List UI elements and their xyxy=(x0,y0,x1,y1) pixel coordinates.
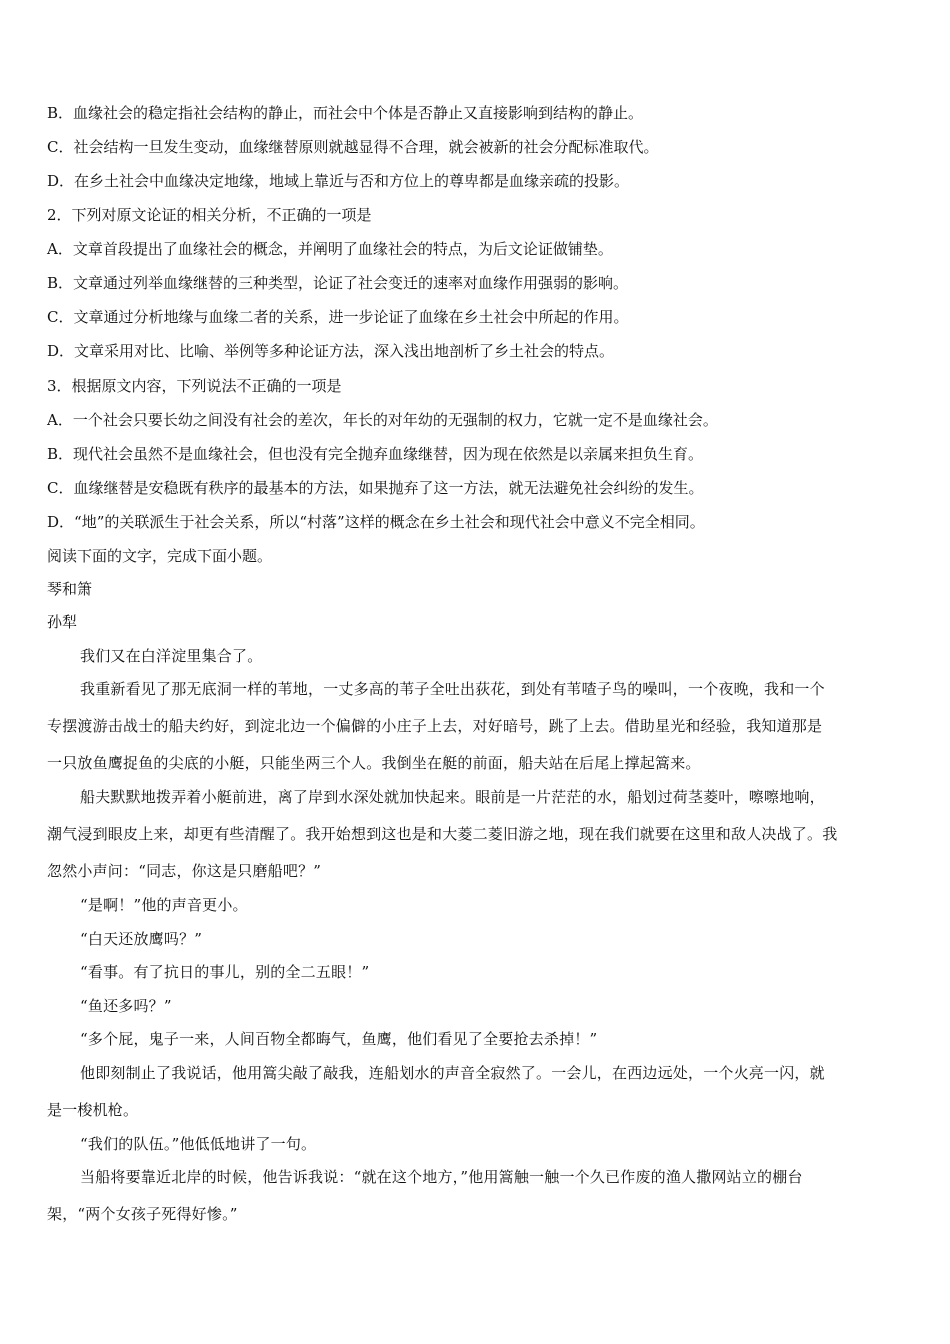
story-author: 孙犁 xyxy=(47,613,78,631)
story-line: 是一梭机枪。 xyxy=(47,1101,139,1119)
story-line: “我们的队伍。”他低低地讲了一句。 xyxy=(80,1135,317,1153)
q3-option-b: B．现代社会虽然不是血缘社会，但也没有完全抛弃血缘继替，因为现在依然是以亲属来担负生育。 xyxy=(47,445,704,463)
story-line: 他即刻制止了我说话，他用篙尖敲了敲我，连船划水的声音全寂然了。一会儿，在西边远处，一个火亮一闪，就 xyxy=(80,1064,825,1082)
reading-instruction: 阅读下面的文字，完成下面小题。 xyxy=(47,547,273,565)
story-line: 船夫默默地拨弄着小艇前进，离了岸到水深处就加快起来。眼前是一片茫茫的水，船划过荷茎菱叶，嚓嚓地响， xyxy=(80,788,825,806)
q2-option-a: A．文章首段提出了血缘社会的概念，并阐明了血缘社会的特点，为后文论证做铺垫。 xyxy=(47,240,613,258)
q1-option-c: C．社会结构一旦发生变动，血缘继替原则就越显得不合理，就会被新的社会分配标准取代。 xyxy=(47,138,659,156)
story-line: 潮气浸到眼皮上来，却更有些清醒了。我开始想到这也是和大菱二菱旧游之地，现在我们就要在这里和敌人决战了。我 xyxy=(47,825,838,843)
q2-stem: 2．下列对原文论证的相关分析，不正确的一项是 xyxy=(47,206,372,224)
q3-option-a: A．一个社会只要长幼之间没有社会的差次，年长的对年幼的无强制的权力，它就一定不是血缘社会。 xyxy=(47,411,718,429)
story-line: “鱼还多吗？” xyxy=(80,997,172,1015)
story-line: 当船将要靠近北岸的时候，他告诉我说：“就在这个地方，”他用篙触一触一个久已作废的渔人撒网站立的棚台 xyxy=(80,1168,803,1186)
story-line: “看事。有了抗日的事儿，别的全二五眼！” xyxy=(80,963,370,981)
story-line: 专摆渡游击战士的船夫约好，到淀北边一个偏僻的小庄子上去，对好暗号，跳了上去。借助星光和经验，我知道那是 xyxy=(47,717,823,735)
story-line: 我们又在白洋淀里集合了。 xyxy=(80,647,263,665)
story-line: 我重新看见了那无底洞一样的苇地，一丈多高的苇子全吐出荻花，到处有苇喳子鸟的噪叫，一个夜晚，我和一个 xyxy=(80,680,825,698)
story-line: “多个屁，鬼子一来，人间百物全都晦气，鱼鹰，他们看见了全要抢去杀掉！” xyxy=(80,1030,598,1048)
q2-option-d: D．文章采用对比、比喻、举例等多种论证方法，深入浅出地剖析了乡土社会的特点。 xyxy=(47,342,615,360)
story-line: “白天还放鹰吗？” xyxy=(80,930,203,948)
story-line: 忽然小声问：“同志，你这是只磨船吧？” xyxy=(47,862,322,880)
q1-option-d: D．在乡土社会中血缘决定地缘，地域上靠近与否和方位上的尊卑都是血缘亲疏的投影。 xyxy=(47,172,630,190)
story-title: 琴和箫 xyxy=(47,580,93,598)
q1-option-b: B．血缘社会的稳定指社会结构的静止，而社会中个体是否静止又直接影响到结构的静止。 xyxy=(47,104,644,122)
story-line: 一只放鱼鹰捉鱼的尖底的小艇，只能坐两三个人。我倒坐在艇的前面，船夫站在后尾上撑起篙来。 xyxy=(47,754,701,772)
q2-option-b: B．文章通过列举血缘继替的三种类型，论证了社会变迁的速率对血缘作用强弱的影响。 xyxy=(47,274,629,292)
story-line: 架，“两个女孩子死得好惨。” xyxy=(47,1205,238,1223)
q3-stem: 3．根据原文内容，下列说法不正确的一项是 xyxy=(47,377,342,395)
q3-option-c: C．血缘继替是安稳既有秩序的最基本的方法，如果抛弃了这一方法，就无法避免社会纠纷的发生。 xyxy=(47,479,704,497)
q2-option-c: C．文章通过分析地缘与血缘二者的关系，进一步论证了血缘在乡土社会中所起的作用。 xyxy=(47,308,629,326)
q3-option-d: D．“地”的关联派生于社会关系，所以“村落”这样的概念在乡土社会和现代社会中意义不完全相同。 xyxy=(47,513,705,531)
story-line: “是啊！”他的声音更小。 xyxy=(80,896,248,914)
